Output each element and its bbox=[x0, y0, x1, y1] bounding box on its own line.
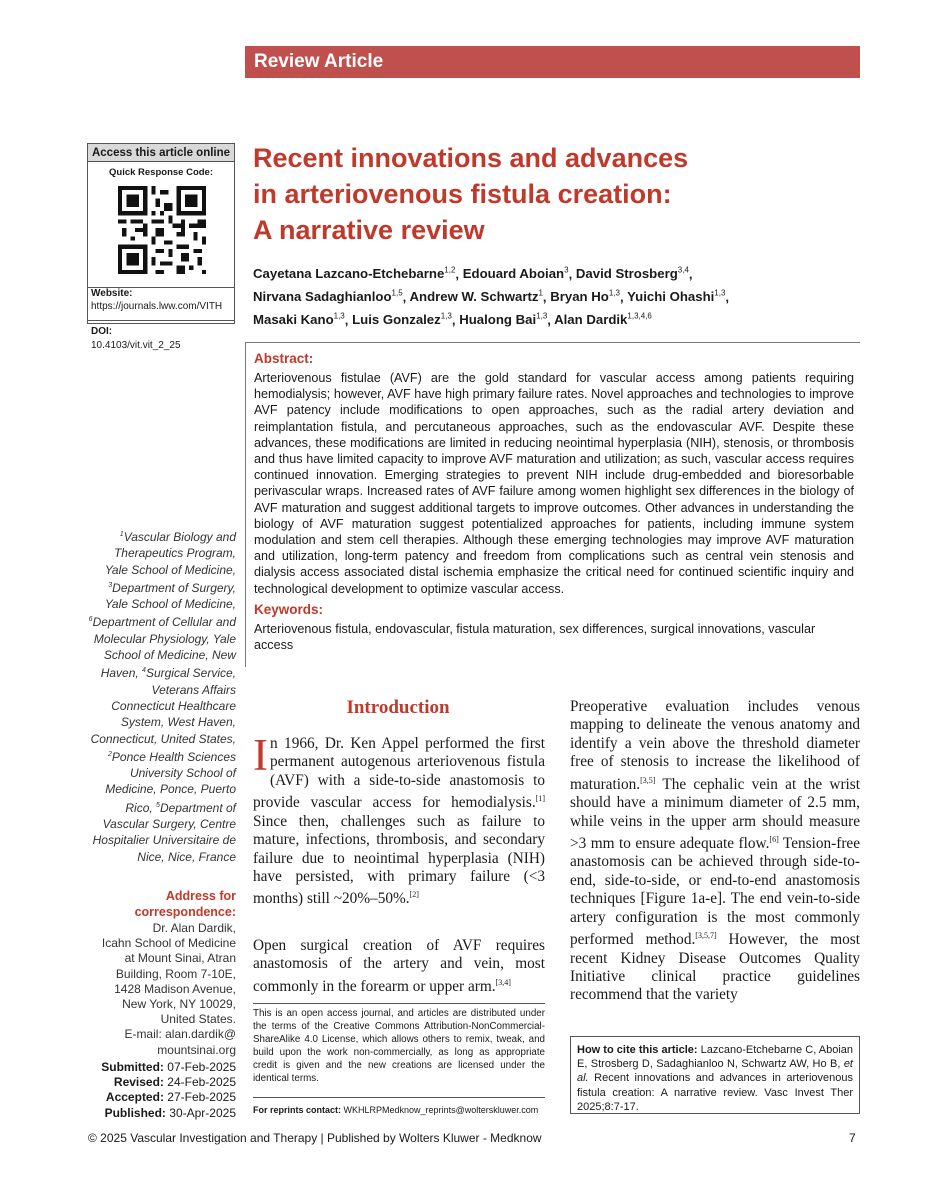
author-list: Cayetana Lazcano-Etchebarne$^{1,2}$, Edouard Aboian$^3$, David Strosberg$^{3,4}$, Nirvana Sadaghianloo$^{1,5}$, Andrew W. Schwartz$^1$, Bryan Ho$^{1,3}$, Yuichi Ohashi$^{1,3}$, Masaki Kano$^{1,3}$, Luis Gonzalez$^{1,3}$, Hualong Bai$^{1,3}$, Alan Dardik$^{1,3,4,6}$ bbox=[253, 266, 730, 328]
website-label: Website: bbox=[91, 288, 133, 299]
author: Luis Gonzalez$^{1,3}$ bbox=[352, 311, 452, 328]
author: Nirvana Sadaghianloo$^{1,5}$ bbox=[253, 288, 403, 305]
abstract-section bbox=[254, 351, 854, 653]
article-dates: Submitted: 07-Feb-2025 Revised: 24-Feb-2025 Accepted: 27-Feb-2025 Published: 30-Apr-2025 bbox=[101, 1060, 236, 1120]
keywords-label: Keywords: bbox=[254, 601, 324, 617]
article-title bbox=[253, 140, 853, 248]
footer-copyright: © 2025 Vascular Investigation and Therapy | Published by Wolters Kluwer - Medknow bbox=[88, 1131, 542, 1145]
license-text: This is an open access journal, and articles are distributed under the terms of the Creative Commons Attribution-NonCommercial-ShareAlike 4.0 License, which allows others to remix, tweak, and build upon the work non-commercially, as long as appropriate credit is given and the new creations are licensed under the identical terms. bbox=[253, 1008, 545, 1084]
title-line: in arteriovenous fistula creation: bbox=[253, 179, 672, 209]
author: Cayetana Lazcano-Etchebarne$^{1,2}$ bbox=[253, 266, 456, 282]
affiliations: $^1$Vascular Biology and Therapeutics Program, Yale School of Medicine, $^3$Department of Surgery, Yale School of Medicine, $^6$Department of Cellular and Molecular Physiology, Yale School of Medicine, New Haven, $^4$Surgical Service, Veterans Affairs Connecticut Healthcare System, West Haven, Connecticut, United States, $^2$Ponce Health Sciences University School of Medicine, Ponce, Puerto Rico, $^5$Department of Vascular Surgery, Centre Hospitalier Universitaire de Nice, Nice, France bbox=[88, 530, 236, 864]
website-block bbox=[91, 288, 235, 312]
author: Bryan Ho$^{1,3}$ bbox=[550, 288, 620, 305]
author: Masaki Kano$^{1,3}$ bbox=[253, 311, 345, 328]
dropcap: I bbox=[253, 730, 268, 780]
intro-paragraph-2: Open surgical creation of AVF requires anastomosis of the artery and vein, most commonly in the forearm or upper arm.[3,4] bbox=[253, 937, 545, 995]
correspondence-label: Address for correspondence: bbox=[134, 889, 236, 919]
website-link[interactable]: https://journals.lww.com/VITH bbox=[91, 301, 223, 312]
qr-label: Quick Response Code: bbox=[109, 167, 213, 178]
author: Hualong Bai$^{1,3}$ bbox=[459, 311, 548, 328]
page-number: 7 bbox=[849, 1131, 856, 1145]
correspondence-address: Dr. Alan Dardik, Icahn School of Medicine at Mount Sinai, Atran Building, Room 7-10E, 1428 Madison Avenue, New York, NY 10029, United States. E-mail: alan.dardik@ mountsinai.org bbox=[88, 921, 236, 1058]
cite-text: How to cite this article: Lazcano-Etchebarne C, Aboian E, Strosberg D, Sadaghianloo N, Schwartz AW, Ho B, et al. Recent innovations and advances in arteriovenous fistula creation: A narrative review. Vasc Invest Ther 2025;8:7-17. bbox=[577, 1044, 853, 1113]
email-line[interactable]: E-mail: alan.dardik@ bbox=[124, 1027, 236, 1042]
author: Andrew W. Schwartz$^1$ bbox=[409, 288, 543, 305]
access-header: Access this article online bbox=[88, 144, 234, 162]
reprints-line: For reprints contact: WKHLRPMedknow_reprints@wolterskluwer.com bbox=[253, 1105, 539, 1115]
title-line: Recent innovations and advances bbox=[253, 143, 689, 173]
introduction-heading: Introduction bbox=[346, 697, 450, 718]
intro-paragraph-3: Preoperative evaluation includes venous mapping to delineate the venous anatomy and identify a vein above the threshold diameter free of stenosis to increase the likelihood of maturation.[3,5] The cephalic vein at the wrist should have a minimum diameter of 2.5 mm, while veins in the upper arm should measure >3 mm to ensure adequate flow.[6] Tension-free anastomosis can be achieved through side-to-end, side-to-side, or end-to-end anastomosis techniques [Figure 1a-e]. The end vein-to-side artery configuration is the most commonly performed method.[3,5,7] However, the most recent Kidney Disease Outcomes Quality Initiative clinical practice guidelines recommend that the variety bbox=[570, 698, 860, 1004]
doi-block bbox=[91, 326, 235, 351]
intro-paragraph-1: In 1966, Dr. Ken Appel performed the first permanent autogenous arteriovenous fistula (AVF) with a side-to-side anastomosis to provide vascular access for hemodialysis.[1] Since then, challenges such as failure to mature, infections, thrombosis, and secondary failure due to neointimal hyperplasia (NIH) have persisted, with primary failure (<3 months) still ~20%–50%.[2] bbox=[253, 730, 545, 908]
abstract-text: Arteriovenous fistulae (AVF) are the gold standard for vascular access among patients requiring hemodialysis; however, AVF have high primary failure rates. Novel approaches and technologies to improve AVF patency include modifications to open approaches, such as the radial artery deviation and reimplantation fistula, and percutaneous approaches, such as the endovascular AVF. Despite these advances, these modifications are limited in reducing neointimal hyperplasia (NIH), stenosis, or thrombosis and thus have limited capacity to improve AVF maturation and utilization; as such, vascular access requires continued innovation. Emerging strategies to prevent NIH include drug-embedded and bioresorbable perivascular wraps. Increased rates of AVF failure among women highlight sex differences in the biology of AVF maturation and suggest additional targets to improve outcomes. Other advances in understanding the biology of AVF maturation suggest potentialized approaches for patients, including immune system modulation and stem cell therapies. Although these emerging technologies may improve AVF maturation and utilization, long-term patency and freedom from complications such as central vein stenosis and dialysis access associated distal ischemia emphasize the critical need for continued scientific inquiry and technological development to optimize vascular access. bbox=[254, 371, 854, 596]
license-box bbox=[253, 1003, 545, 1098]
abstract-label: Abstract: bbox=[254, 351, 314, 366]
doi-value[interactable]: 10.4103/vit.vit_2_25 bbox=[91, 340, 181, 351]
how-to-cite-box bbox=[570, 1036, 860, 1114]
doi-label: DOI: bbox=[91, 326, 113, 337]
title-line: A narrative review bbox=[253, 215, 485, 245]
reprints-email[interactable]: WKHLRPMedknow_reprints@wolterskluwer.com bbox=[343, 1105, 539, 1115]
qr-code-icon[interactable] bbox=[118, 186, 206, 274]
keywords-text: Arteriovenous fistula, endovascular, fistula maturation, sex differences, surgical innovations, vascular access bbox=[254, 621, 816, 653]
article-type-banner: Review Article bbox=[245, 46, 860, 78]
website-divider bbox=[87, 320, 235, 321]
author: Edouard Aboian$^3$ bbox=[462, 266, 569, 282]
email-line[interactable]: mountsinai.org bbox=[157, 1042, 236, 1057]
author: Alan Dardik$^{1,3,4,6}$ bbox=[554, 311, 652, 328]
author: David Strosberg$^{3,4}$ bbox=[575, 266, 689, 282]
author: Yuichi Ohashi$^{1,3}$ bbox=[627, 288, 726, 305]
